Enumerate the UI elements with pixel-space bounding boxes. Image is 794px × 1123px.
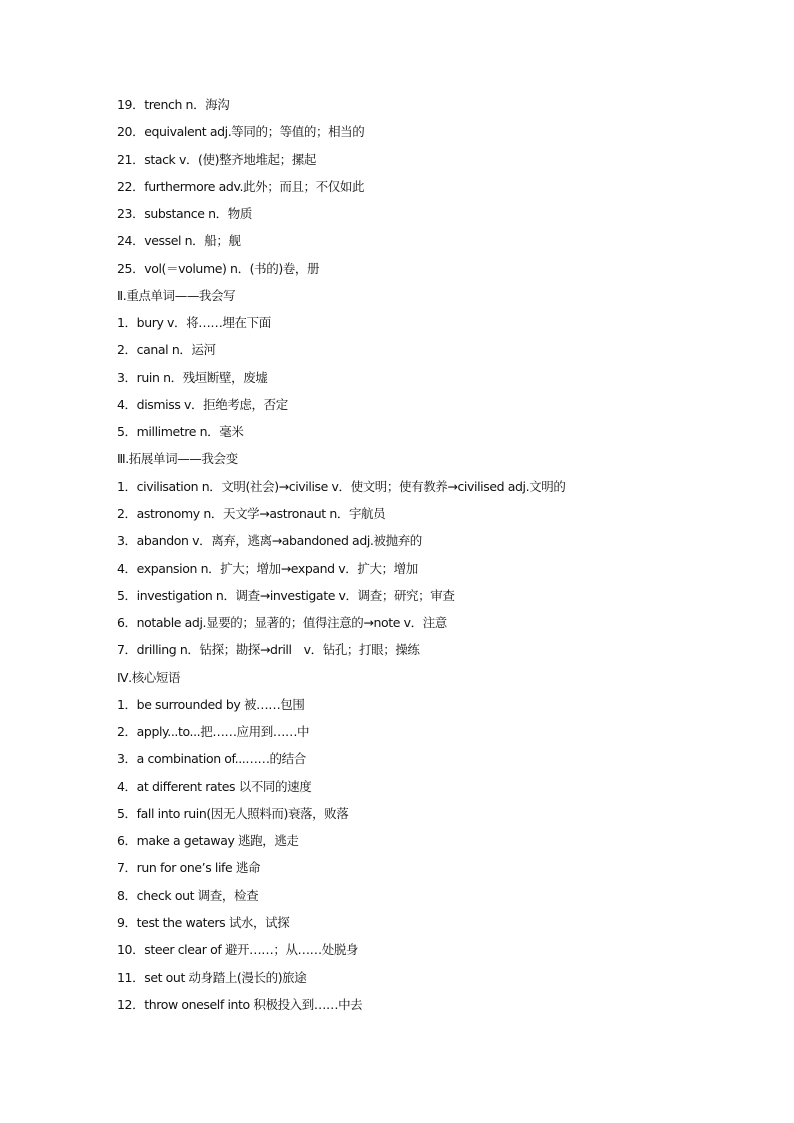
list-item (117, 964, 757, 991)
list-item (117, 800, 757, 827)
list-item-text: 24．vessel n．船；舰 (117, 233, 241, 249)
list-item-text: 2．astronomy n．天文学→astronaut n．宇航员 (117, 505, 386, 521)
list-item (117, 636, 757, 663)
list-item (117, 227, 757, 254)
list-item-text: 23．substance n．物质 (117, 206, 252, 222)
list-item-text: 12．throw oneself into 积极投入到……中去 (117, 996, 363, 1012)
list-item-text: 4．dismiss v．拒绝考虑，否定 (117, 396, 288, 412)
list-item-text: 7．drilling n．钻探；勘探→drill v．钻孔；打眼；操练 (117, 642, 420, 658)
section-heading-text: Ⅲ.拓展单词——我会变 (117, 451, 238, 467)
list-item-text: 4．expansion n．扩大；增加→expand v．扩大；增加 (117, 560, 418, 576)
list-item (117, 173, 757, 200)
list-item-text: 1．civilisation n．文明(社会)→civilise v．使文明；使有教养→civilised adj.文明的 (117, 478, 566, 494)
list-item-text: 7．run for one’s life 逃命 (117, 860, 261, 876)
list-item-text: 8．check out 调查，检查 (117, 887, 259, 903)
list-item (117, 200, 757, 227)
list-item (117, 500, 757, 527)
list-item-text: 3．ruin n．残垣断壁，废墟 (117, 369, 268, 385)
list-item (117, 118, 757, 145)
list-item (117, 146, 757, 173)
list-item-text: 3．abandon v．离弃，逃离→abandoned adj.被抛弃的 (117, 533, 422, 549)
list-item (117, 364, 757, 391)
list-item (117, 418, 757, 445)
list-item (117, 91, 757, 118)
list-item (117, 609, 757, 636)
list-item (117, 991, 757, 1018)
list-item-text: 19．trench n．海沟 (117, 97, 230, 112)
section-heading (117, 282, 757, 309)
list-item-text: 10．steer clear of 避开……；从……处脱身 (117, 942, 359, 958)
list-item-text: 1．be surrounded by 被……包围 (117, 696, 305, 712)
list-item (117, 745, 757, 772)
section-heading-text: Ⅳ.核心短语 (117, 669, 181, 685)
list-item (117, 773, 757, 800)
list-item-text: 4．at different rates 以不同的速度 (117, 778, 312, 794)
list-item (117, 473, 757, 500)
list-item (117, 936, 757, 963)
section-heading (117, 445, 757, 472)
list-item (117, 527, 757, 554)
list-item (117, 909, 757, 936)
list-item-text: 5．fall into ruin(因无人照料而)衰落，败落 (117, 805, 349, 821)
list-item (117, 718, 757, 745)
list-item (117, 555, 757, 582)
list-item (117, 391, 757, 418)
list-item-text: 2．apply...to...把……应用到……中 (117, 724, 310, 740)
list-item-text: 2．canal n．运河 (117, 342, 216, 358)
list-item (117, 255, 757, 282)
list-item-text: 21．stack v．(使)整齐地堆起；摞起 (117, 151, 316, 167)
section-heading-text: Ⅱ.重点单词——我会写 (117, 287, 236, 303)
list-item-text: 11．set out 动身踏上(漫长的)旅途 (117, 969, 307, 985)
list-item-text: 22．furthermore adv.此外；而且；不仅如此 (117, 178, 365, 194)
list-item (117, 582, 757, 609)
list-item-text: 6．make a getaway 逃跑，逃走 (117, 833, 299, 849)
list-item-text: 5．millimetre n．毫米 (117, 424, 244, 440)
section-heading (117, 664, 757, 691)
list-item-text: 3．a combination of...……的结合 (117, 751, 306, 767)
list-item-text: 1．bury v．将……埋在下面 (117, 315, 271, 331)
list-item-text: 20．equivalent adj.等同的；等值的；相当的 (117, 124, 365, 140)
list-item-text: 5．investigation n．调查→investigate v．调查；研究；审查 (117, 587, 455, 603)
list-item (117, 691, 757, 718)
list-item (117, 336, 757, 363)
list-item (117, 854, 757, 881)
list-item-text: 25．vol(＝volume) n．(书的)卷，册 (117, 260, 320, 276)
list-item-text: 9．test the waters 试水，试探 (117, 914, 290, 930)
list-item (117, 309, 757, 336)
list-item (117, 882, 757, 909)
list-item (117, 827, 757, 854)
list-item-text: 6．notable adj.显要的；显著的；值得注意的→note v．注意 (117, 615, 447, 631)
vocabulary-list (117, 91, 757, 1018)
